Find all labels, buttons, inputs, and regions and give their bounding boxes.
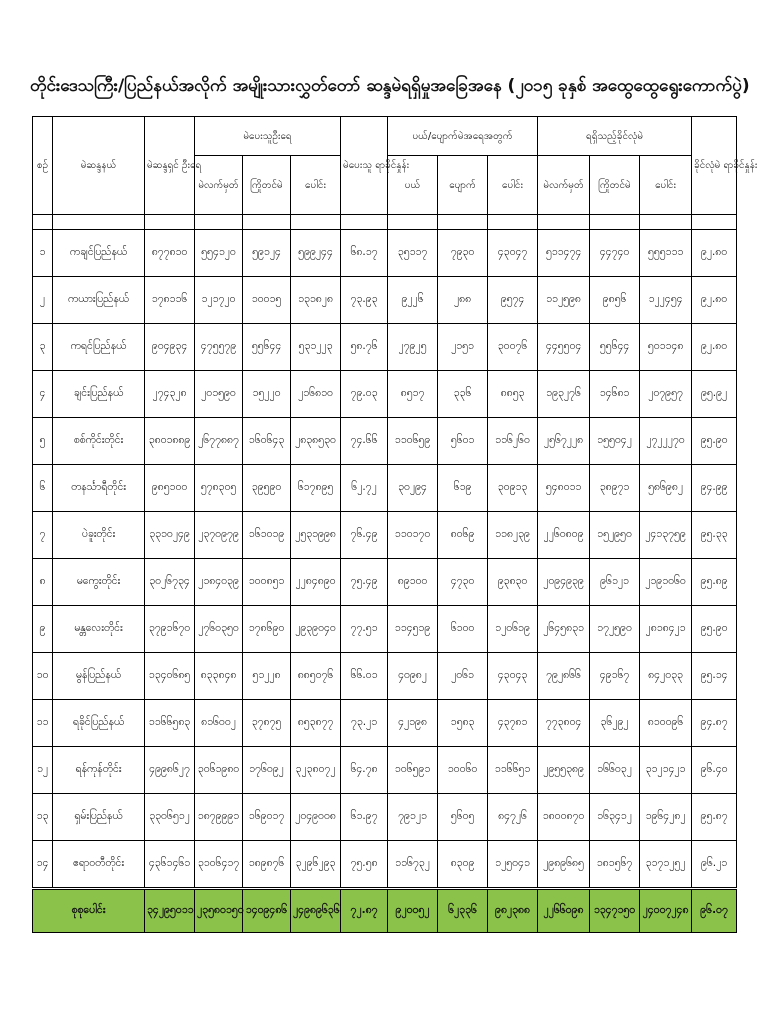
header-turnout-pct: မဲပေးသူ ရာခိုင်နှုန်း bbox=[341, 117, 388, 215]
table-row bbox=[33, 277, 737, 324]
cell-valid-day: ၇၇၃၈၀၄ bbox=[538, 700, 590, 747]
cell-valid-advance: ၁၇၂၅၉၀ bbox=[590, 606, 640, 653]
cell-turnout-pct: ၇၃.၂၁ bbox=[341, 700, 388, 747]
cell-valid-advance: ၃၆၂၉၂ bbox=[590, 700, 640, 747]
cell-votes-advance: ၁၇၆၀၉၂ bbox=[243, 747, 291, 794]
cell-eligible: ၃၇၉၁၆၇၀ bbox=[145, 606, 195, 653]
cell-eligible: ၈၇၇၈၁၀ bbox=[145, 230, 195, 277]
cell-no: ၈ bbox=[33, 559, 53, 606]
cell-no: ၄ bbox=[33, 371, 53, 418]
cell-rejected: ၉၂၂၆ bbox=[388, 277, 438, 324]
total-cell-missing: ၆၂၃၃၆ bbox=[438, 889, 488, 933]
cell-missing: ၂၁၅၁ bbox=[438, 324, 488, 371]
header-region: မဲဆန္ဒနယ် bbox=[53, 117, 145, 215]
cell-region: ရန်ကုန်တိုင်း bbox=[53, 747, 145, 794]
cell-valid-pct: ၉၅.၃၃ bbox=[692, 512, 737, 559]
table-row bbox=[33, 606, 737, 653]
cell-votes-total: ၅၃၁၂၂၃ bbox=[291, 324, 341, 371]
cell-missing: ၄၇၃၀ bbox=[438, 559, 488, 606]
cell-votes-advance: ၃၇၈၇၅ bbox=[243, 700, 291, 747]
cell-valid-total: ၅၀၁၁၄၈ bbox=[640, 324, 692, 371]
cell-rejected: ၄၀၉၈၂ bbox=[388, 653, 438, 700]
cell-rejected: ၇၉၁၂၁ bbox=[388, 794, 438, 841]
cell-invalid-total: ၁၁၆၆၅၁ bbox=[488, 747, 538, 794]
cell-votes-day: ၁၂၁၇၂၀ bbox=[195, 277, 243, 324]
cell-valid-total: ၂၈၁၈၄၂၁ bbox=[640, 606, 692, 653]
total-cell-valid-total: ၂၄၀၀၇၂၄၈ bbox=[640, 889, 692, 933]
cell-rejected: ၁၀၆၅၉၁ bbox=[388, 747, 438, 794]
cell-votes-total: ၂၁၆၈၁၀ bbox=[291, 371, 341, 418]
cell-valid-advance: ၉၆၁၂၁ bbox=[590, 559, 640, 606]
table-row bbox=[33, 324, 737, 371]
cell-valid-total: ၁၉၆၄၂၈၂ bbox=[640, 794, 692, 841]
cell-valid-total: ၃၁၇၁၂၅၂ bbox=[640, 841, 692, 889]
cell-valid-day: ၁၈၀၀၈၇၀ bbox=[538, 794, 590, 841]
cell-turnout-pct: ၇၅.၅၈ bbox=[341, 841, 388, 889]
cell-valid-day: ၄၄၅၅၀၄ bbox=[538, 324, 590, 371]
spacer-cell bbox=[145, 215, 195, 230]
header-total: ပေါင်း bbox=[488, 156, 538, 215]
cell-votes-total: ၅၉၉၂၄၄ bbox=[291, 230, 341, 277]
cell-votes-day: ၂၀၁၅၉၀ bbox=[195, 371, 243, 418]
cell-votes-total: ၂၀၄၉၀၀၈ bbox=[291, 794, 341, 841]
cell-rejected: ၈၅၁၇ bbox=[388, 371, 438, 418]
cell-votes-total: ၂၂၈၄၈၉၀ bbox=[291, 559, 341, 606]
cell-invalid-total: ၁၂၅၀၄၁ bbox=[488, 841, 538, 889]
cell-valid-pct: ၉၆.၄၀ bbox=[692, 747, 737, 794]
cell-region: ကချင်ပြည်နယ် bbox=[53, 230, 145, 277]
cell-no: ၁၁ bbox=[33, 700, 53, 747]
cell-votes-advance: ၁၈၉၈၇၆ bbox=[243, 841, 291, 889]
cell-rejected: ၈၉၁၀၀ bbox=[388, 559, 438, 606]
header-missing: ပျောက် bbox=[438, 156, 488, 215]
cell-votes-day: ၈၁၆၀၀၂ bbox=[195, 700, 243, 747]
cell-valid-day: ၅၄၈၀၁၁ bbox=[538, 465, 590, 512]
cell-valid-pct: ၉၂.၈၀ bbox=[692, 324, 737, 371]
cell-turnout-pct: ၇၉.၀၃ bbox=[341, 371, 388, 418]
cell-votes-advance: ၁၀၀၁၅ bbox=[243, 277, 291, 324]
total-cell-valid-advance: ၁၃၄၇၁၅၀ bbox=[590, 889, 640, 933]
table-row bbox=[33, 230, 737, 277]
cell-missing: ၆၁၀၀ bbox=[438, 606, 488, 653]
cell-valid-day: ၁၁၂၅၉၈ bbox=[538, 277, 590, 324]
cell-invalid-total: ၈၈၅၃ bbox=[488, 371, 538, 418]
cell-region: တနင်္သာရီတိုင်း bbox=[53, 465, 145, 512]
cell-votes-advance: ၁၀၀၈၅၁ bbox=[243, 559, 291, 606]
cell-eligible: ၃၃၀၆၅၁၂ bbox=[145, 794, 195, 841]
cell-votes-advance: ၃၉၅၉၀ bbox=[243, 465, 291, 512]
cell-invalid-total: ၁၁၈၂၃၉ bbox=[488, 512, 538, 559]
cell-valid-advance: ၁၅၅၀၄၂ bbox=[590, 418, 640, 465]
header-valid-pct: ခိုင်လုံမဲ ရာခိုင်နှုန်း bbox=[692, 117, 737, 215]
results-table bbox=[32, 116, 758, 933]
cell-eligible: ၄၃၆၁၄၆၁ bbox=[145, 841, 195, 889]
cell-valid-advance: ၁၅၂၉၅၀ bbox=[590, 512, 640, 559]
cell-valid-pct: ၉၅.၉၂ bbox=[692, 371, 737, 418]
cell-valid-day: ၂၉၅၅၃၈၉ bbox=[538, 747, 590, 794]
cell-no: ၆ bbox=[33, 465, 53, 512]
cell-region: မကွေးတိုင်း bbox=[53, 559, 145, 606]
cell-votes-total: ၂၈၃၈၅၃၀ bbox=[291, 418, 341, 465]
cell-no: ၉ bbox=[33, 606, 53, 653]
total-cell-eligible: ၃၄၂၉၅၀၁၁ bbox=[145, 889, 195, 933]
cell-region: ကယားပြည်နယ် bbox=[53, 277, 145, 324]
cell-rejected: ၃၀၂၉၄ bbox=[388, 465, 438, 512]
cell-turnout-pct: ၆၁.၉၇ bbox=[341, 794, 388, 841]
cell-invalid-total: ၈၄၇၂၆ bbox=[488, 794, 538, 841]
cell-votes-total: ၁၃၁၈၂၈ bbox=[291, 277, 341, 324]
cell-invalid-total: ၄၃၀၄၃ bbox=[488, 653, 538, 700]
cell-valid-day: ၂၂၆၀၈၀၉ bbox=[538, 512, 590, 559]
spacer-cell bbox=[341, 215, 388, 230]
cell-votes-total: ၃၂၉၆၂၉၃ bbox=[291, 841, 341, 889]
cell-eligible: ၉၈၅၁၀၀ bbox=[145, 465, 195, 512]
header-invalid-group: ပယ်/ပျောက်မဲအရေအတွက် bbox=[388, 117, 538, 156]
cell-valid-pct: ၉၅.၉၀ bbox=[692, 418, 737, 465]
total-row bbox=[33, 889, 737, 933]
cell-valid-advance: ၁၆၆၀၃၂ bbox=[590, 747, 640, 794]
cell-eligible: ၃၈၀၁၈၈၉ bbox=[145, 418, 195, 465]
cell-region: ဧရာဝတီတိုင်း bbox=[53, 841, 145, 889]
cell-region: မွန်ပြည်နယ် bbox=[53, 653, 145, 700]
cell-votes-day: ၁၈၇၉၉၉၁ bbox=[195, 794, 243, 841]
cell-no: ၁၀ bbox=[33, 653, 53, 700]
cell-invalid-total: ၄၃၀၄၇ bbox=[488, 230, 538, 277]
table-row bbox=[33, 700, 737, 747]
cell-region: ချင်းပြည်နယ် bbox=[53, 371, 145, 418]
cell-votes-day: ၃၀၆၁၉၈၀ bbox=[195, 747, 243, 794]
cell-votes-total: ၈၅၃၈၇၇ bbox=[291, 700, 341, 747]
cell-valid-pct: ၉၅.၁၄ bbox=[692, 653, 737, 700]
cell-valid-total: ၂၇၂၂၂၇၀ bbox=[640, 418, 692, 465]
cell-turnout-pct: ၇၆.၄၉ bbox=[341, 512, 388, 559]
table-row bbox=[33, 794, 737, 841]
table-row bbox=[33, 841, 737, 889]
cell-eligible: ၁၇၈၁၁၆ bbox=[145, 277, 195, 324]
spacer-cell bbox=[195, 215, 243, 230]
cell-valid-pct: ၉၅.၈၉ bbox=[692, 559, 737, 606]
cell-valid-pct: ၉၅.၉၀ bbox=[692, 606, 737, 653]
cell-rejected: ၁၁၀၆၅၉ bbox=[388, 418, 438, 465]
cell-eligible: ၁၃၄၀၆၈၅ bbox=[145, 653, 195, 700]
total-cell-turnout-pct: ၇၂.၈၇ bbox=[341, 889, 388, 933]
cell-invalid-total: ၄၃၇၈၁ bbox=[488, 700, 538, 747]
table-body bbox=[33, 215, 737, 933]
cell-valid-advance: ၉၈၅၆ bbox=[590, 277, 640, 324]
spacer-cell bbox=[538, 215, 590, 230]
cell-turnout-pct: ၆၂.၇၂ bbox=[341, 465, 388, 512]
cell-votes-day: ၅၅၄၁၂၀ bbox=[195, 230, 243, 277]
cell-eligible: ၁၁၆၆၅၈၃ bbox=[145, 700, 195, 747]
cell-valid-day: ၅၁၁၄၇၄ bbox=[538, 230, 590, 277]
header-total: ပေါင်း bbox=[640, 156, 692, 215]
row-spacer bbox=[33, 215, 737, 230]
header-advance: ကြိုတင်မဲ bbox=[590, 156, 640, 215]
cell-valid-pct: ၉၆.၂၁ bbox=[692, 841, 737, 889]
cell-valid-pct: ၉၄.၉၉ bbox=[692, 465, 737, 512]
cell-valid-day: ၂၆၄၅၈၃၁ bbox=[538, 606, 590, 653]
cell-votes-day: ၅၇၈၃၀၅ bbox=[195, 465, 243, 512]
total-label: စုစုပေါင်း bbox=[33, 889, 145, 933]
cell-votes-advance: ၁၇၈၆၉၀ bbox=[243, 606, 291, 653]
cell-missing: ၅၆၀၁ bbox=[438, 418, 488, 465]
cell-turnout-pct: ၆၄.၇၈ bbox=[341, 747, 388, 794]
spacer-cell bbox=[640, 215, 692, 230]
cell-votes-total: ၃၂၃၈၀၇၂ bbox=[291, 747, 341, 794]
cell-valid-day: ၇၉၂၈၆၆ bbox=[538, 653, 590, 700]
cell-rejected: ၁၁၀၁၇၀ bbox=[388, 512, 438, 559]
cell-valid-total: ၁၂၂၄၅၄ bbox=[640, 277, 692, 324]
header-election-day: မဲလက်မှတ် bbox=[538, 156, 590, 215]
header-total: ပေါင်း bbox=[291, 156, 341, 215]
spacer-cell bbox=[590, 215, 640, 230]
cell-votes-advance: ၁၅၂၂၀ bbox=[243, 371, 291, 418]
page-title: တိုင်းဒေသကြီး/ပြည်နယ်အလိုက် အမျိုးသားလွှတ်တော် ဆန္ဒမဲရရှိမှုအခြေအနေ (၂၀၁၅ ခုနှစ် အထွေထွေရွေးကောက်ပွဲ) bbox=[30, 76, 750, 96]
cell-turnout-pct: ၇၇.၅၁ bbox=[341, 606, 388, 653]
cell-votes-advance: ၅၅၆၄၄ bbox=[243, 324, 291, 371]
cell-votes-day: ၂၆၇၇၈၈၇ bbox=[195, 418, 243, 465]
cell-no: ၅ bbox=[33, 418, 53, 465]
spacer-cell bbox=[692, 215, 737, 230]
cell-votes-total: ၈၈၅၀၇၆ bbox=[291, 653, 341, 700]
cell-votes-advance: ၅၁၂၂၈ bbox=[243, 653, 291, 700]
cell-valid-pct: ၉၂.၈၀ bbox=[692, 230, 737, 277]
cell-no: ၁၂ bbox=[33, 747, 53, 794]
cell-no: ၂ bbox=[33, 277, 53, 324]
cell-rejected: ၂၇၉၂၅ bbox=[388, 324, 438, 371]
cell-valid-total: ၅၈၆၉၈၂ bbox=[640, 465, 692, 512]
cell-eligible: ၃၃၁၀၂၄၉ bbox=[145, 512, 195, 559]
cell-valid-advance: ၃၈၉၇၁ bbox=[590, 465, 640, 512]
cell-invalid-total: ၃၀၉၁၃ bbox=[488, 465, 538, 512]
total-cell-votes-total: ၂၄၉၈၉၆၃၆ bbox=[291, 889, 341, 933]
cell-missing: ၁၅၈၃ bbox=[438, 700, 488, 747]
header-valid-group: ရရှိသည့်ခိုင်လုံမဲ bbox=[538, 117, 692, 156]
cell-votes-day: ၂၁၈၄၀၃၉ bbox=[195, 559, 243, 606]
table-row bbox=[33, 747, 737, 794]
cell-votes-advance: ၁၆၁၀၁၉ bbox=[243, 512, 291, 559]
table-row bbox=[33, 418, 737, 465]
cell-votes-day: ၈၃၃၈၄၈ bbox=[195, 653, 243, 700]
cell-valid-total: ၈၁၀၀၉၆ bbox=[640, 700, 692, 747]
cell-region: ကရင်ပြည်နယ် bbox=[53, 324, 145, 371]
cell-valid-day: ၂၅၆၇၂၂၈ bbox=[538, 418, 590, 465]
header-eligible: မဲဆန္ဒရှင် ဦးရေ bbox=[145, 117, 195, 215]
cell-missing: ၃၃၆ bbox=[438, 371, 488, 418]
cell-valid-total: ၂၁၉၁၀၆၀ bbox=[640, 559, 692, 606]
cell-missing: ၂၀၆၁ bbox=[438, 653, 488, 700]
cell-region: ပဲခူးတိုင်း bbox=[53, 512, 145, 559]
table-row bbox=[33, 371, 737, 418]
cell-valid-advance: ၁၈၁၅၆၇ bbox=[590, 841, 640, 889]
cell-valid-advance: ၄၉၁၆၇ bbox=[590, 653, 640, 700]
cell-invalid-total: ၁၂၀၆၁၉ bbox=[488, 606, 538, 653]
cell-valid-day: ၂၀၉၄၉၃၉ bbox=[538, 559, 590, 606]
cell-region: ရှမ်းပြည်နယ် bbox=[53, 794, 145, 841]
cell-invalid-total: ၉၃၈၃၀ bbox=[488, 559, 538, 606]
spacer-cell bbox=[33, 215, 53, 230]
cell-eligible: ၄၉၉၈၆၂၇ bbox=[145, 747, 195, 794]
spacer-cell bbox=[388, 215, 438, 230]
cell-votes-total: ၂၉၃၉၀၄၀ bbox=[291, 606, 341, 653]
cell-turnout-pct: ၆၈.၁၇ bbox=[341, 230, 388, 277]
header-rejected: ပယ် bbox=[388, 156, 438, 215]
cell-valid-total: ၂၄၁၃၇၅၉ bbox=[640, 512, 692, 559]
total-cell-votes-advance: ၁၄၀၉၄၈၆ bbox=[243, 889, 291, 933]
cell-votes-total: ၂၅၃၁၉၉၈ bbox=[291, 512, 341, 559]
cell-missing: ၈၃၀၉ bbox=[438, 841, 488, 889]
cell-votes-advance: ၁၆၉၀၁၇ bbox=[243, 794, 291, 841]
header-voters-group: မဲပေးသူဦးရေ bbox=[195, 117, 341, 156]
cell-eligible: ၉၀၄၉၃၄ bbox=[145, 324, 195, 371]
cell-invalid-total: ၃၀၀၇၆ bbox=[488, 324, 538, 371]
cell-valid-advance: ၁၆၃၄၁၂ bbox=[590, 794, 640, 841]
spacer-cell bbox=[488, 215, 538, 230]
cell-rejected: ၁၁၆၇၃၂ bbox=[388, 841, 438, 889]
header-no: စဉ် bbox=[33, 117, 53, 215]
cell-region: စစ်ကိုင်းတိုင်း bbox=[53, 418, 145, 465]
cell-no: ၇ bbox=[33, 512, 53, 559]
table-row bbox=[33, 559, 737, 606]
spacer-cell bbox=[243, 215, 291, 230]
cell-turnout-pct: ၇၅.၄၉ bbox=[341, 559, 388, 606]
cell-invalid-total: ၁၁၆၂၆၀ bbox=[488, 418, 538, 465]
cell-votes-day: ၄၇၅၅၇၉ bbox=[195, 324, 243, 371]
cell-missing: ၁၀၀၆၀ bbox=[438, 747, 488, 794]
table-row bbox=[33, 465, 737, 512]
cell-eligible: ၂၇၄၃၂၈ bbox=[145, 371, 195, 418]
cell-rejected: ၁၁၄၅၁၉ bbox=[388, 606, 438, 653]
cell-turnout-pct: ၅၈.၇၆ bbox=[341, 324, 388, 371]
cell-valid-total: ၈၄၂၀၃၃ bbox=[640, 653, 692, 700]
cell-votes-total: ၆၁၇၈၉၅ bbox=[291, 465, 341, 512]
cell-eligible: ၃၀၂၆၇၃၄ bbox=[145, 559, 195, 606]
cell-turnout-pct: ၆၆.၀၁ bbox=[341, 653, 388, 700]
total-cell-valid-pct: ၉၆.၀၇ bbox=[692, 889, 737, 933]
header-advance: ကြိုတင်မဲ bbox=[243, 156, 291, 215]
cell-missing: ၈၀၆၉ bbox=[438, 512, 488, 559]
cell-votes-day: ၂၇၆၀၃၅၀ bbox=[195, 606, 243, 653]
cell-valid-total: ၃၁၂၁၄၂၁ bbox=[640, 747, 692, 794]
cell-missing: ၇၉၃၀ bbox=[438, 230, 488, 277]
header-election-day: မဲလက်မှတ် bbox=[195, 156, 243, 215]
cell-votes-advance: ၁၆၀၆၄၃ bbox=[243, 418, 291, 465]
cell-valid-pct: ၉၄.၈၇ bbox=[692, 700, 737, 747]
total-cell-valid-day: ၂၂၆၆၀၉၈ bbox=[538, 889, 590, 933]
spacer-cell bbox=[53, 215, 145, 230]
table-row bbox=[33, 512, 737, 559]
cell-votes-day: ၂၃၇၀၉၇၉ bbox=[195, 512, 243, 559]
cell-valid-day: ၂၉၈၉၆၈၅ bbox=[538, 841, 590, 889]
cell-turnout-pct: ၇၃.၉၃ bbox=[341, 277, 388, 324]
cell-missing: ၆၁၉ bbox=[438, 465, 488, 512]
spacer-cell bbox=[438, 215, 488, 230]
cell-valid-total: ၂၀၇၉၅၇ bbox=[640, 371, 692, 418]
table-row bbox=[33, 653, 737, 700]
cell-valid-advance: ၄၄၇၄၀ bbox=[590, 230, 640, 277]
cell-no: ၁၃ bbox=[33, 794, 53, 841]
spacer-cell bbox=[291, 215, 341, 230]
cell-region: မန္တလေးတိုင်း bbox=[53, 606, 145, 653]
cell-invalid-total: ၉၅၇၄ bbox=[488, 277, 538, 324]
cell-no: ၃ bbox=[33, 324, 53, 371]
cell-valid-day: ၁၉၃၂၇၆ bbox=[538, 371, 590, 418]
cell-missing: ၂၈၈ bbox=[438, 277, 488, 324]
cell-rejected: ၄၂၁၉၈ bbox=[388, 700, 438, 747]
cell-region: ရခိုင်ပြည်နယ် bbox=[53, 700, 145, 747]
cell-missing: ၅၆၀၅ bbox=[438, 794, 488, 841]
cell-turnout-pct: ၇၄.၆၆ bbox=[341, 418, 388, 465]
cell-votes-advance: ၅၉၁၂၄ bbox=[243, 230, 291, 277]
total-cell-votes-day: ၂၃၅၈၀၁၅၀ bbox=[195, 889, 243, 933]
total-cell-invalid-total: ၉၈၂၃၈၈ bbox=[488, 889, 538, 933]
cell-valid-advance: ၅၅၆၄၄ bbox=[590, 324, 640, 371]
cell-votes-day: ၃၁၀၆၄၁၇ bbox=[195, 841, 243, 889]
cell-rejected: ၃၅၁၁၇ bbox=[388, 230, 438, 277]
total-cell-rejected: ၉၂၀၀၅၂ bbox=[388, 889, 438, 933]
cell-no: ၁ bbox=[33, 230, 53, 277]
cell-valid-pct: ၉၂.၈၀ bbox=[692, 277, 737, 324]
cell-no: ၁၄ bbox=[33, 841, 53, 889]
cell-valid-pct: ၉၅.၈၇ bbox=[692, 794, 737, 841]
cell-valid-advance: ၁၄၆၈၁ bbox=[590, 371, 640, 418]
cell-valid-total: ၅၅၅၁၁၁ bbox=[640, 230, 692, 277]
